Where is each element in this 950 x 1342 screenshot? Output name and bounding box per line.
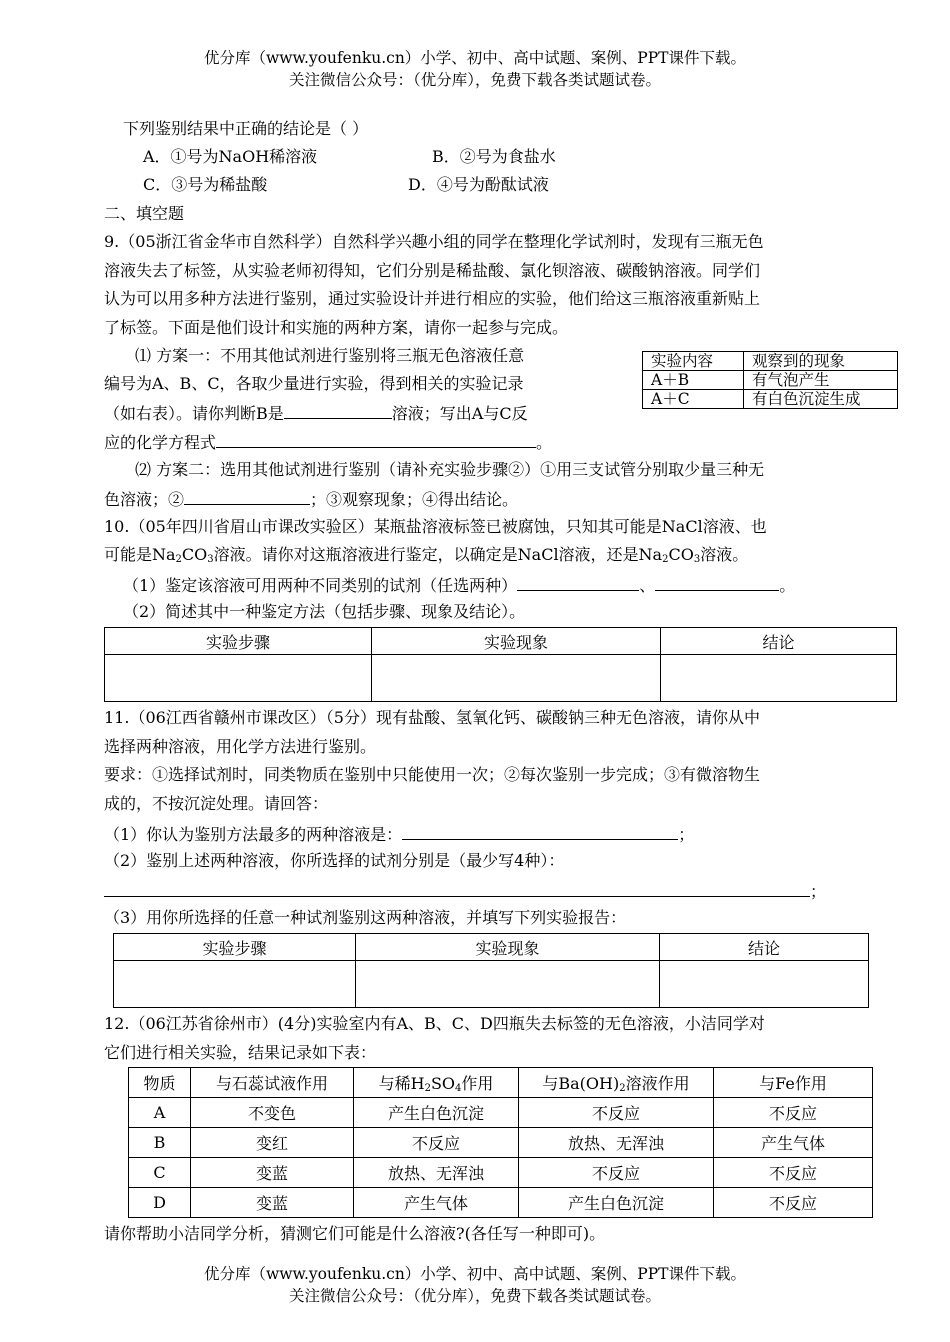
- q9-equation-end: 。: [536, 433, 553, 452]
- q12-header-h2so4: 与稀$H_2SO_4$作用: [354, 1068, 519, 1098]
- q12-line-1: 12.（06江苏省徐州市）(4分)实验室内有A、B、C、D四瓶失去标签的无色溶液，小洁同学对: [104, 1014, 765, 1033]
- q10-sub1: [123, 572, 915, 598]
- q11-sub2-end: ；: [810, 882, 827, 901]
- section-title-fill-in: 二、填空题: [104, 204, 185, 223]
- q11-sub2: （2）鉴别上述两种溶液，你所选择的试剂分别是（最少写4种）：: [104, 851, 565, 870]
- q9-line-2: 溶液失去了标签，从实验老师初得知，它们分别是稀盐酸、氯化钡溶液、碳酸钠溶液。同学们: [104, 261, 761, 280]
- q12-cell: 不反应: [714, 1158, 873, 1188]
- q9-plan1-line-1: ⑴ 方案一：不用其他试剂进行鉴别将三瓶无色溶液任意: [135, 346, 525, 365]
- q12-cell: 放热、无浑浊: [354, 1158, 519, 1188]
- q12-results-table: [128, 1067, 873, 1218]
- q9-line-4: 了标签。下面是他们设计和实施的两种方案，请你一起参与完成。: [104, 318, 569, 337]
- q8-option-b: B．②号为食盐水: [432, 147, 556, 166]
- q12-header-fe: 与Fe作用: [714, 1068, 873, 1098]
- q10-subscript: 3: [693, 554, 701, 565]
- q12-header-substance: 物质: [129, 1068, 191, 1098]
- q8-option-c: C．③号为稀盐酸: [143, 175, 268, 194]
- q9-plan1-line-3: [104, 400, 624, 426]
- q12-cell: 不反应: [714, 1188, 873, 1218]
- q12-cell: 产生气体: [354, 1188, 519, 1218]
- q8-stem: 下列鉴别结果中正确的结论是（ ）: [123, 119, 369, 138]
- q12-cell: 不变色: [191, 1098, 354, 1128]
- q11-solutions-blank[interactable]: [402, 821, 678, 840]
- q9-plan1-line-4: [104, 429, 624, 455]
- q9-plan2-text-b: ；③观察现象；④得出结论。: [310, 490, 519, 509]
- q11-sub3: （3）用你所选择的任意一种试剂鉴别这两种溶液，并填写下列实验报告：: [104, 908, 627, 927]
- q12-cell: 不反应: [714, 1098, 873, 1128]
- header-line-1: 优分库（www.youfenku.cn）小学、初中、高中试题、案例、PPT课件下载。: [203, 49, 747, 67]
- footer-line-1: 优分库（www.youfenku.cn）小学、初中、高中试题、案例、PPT课件下载。: [203, 1265, 747, 1283]
- footer-line-2: 关注微信公众号：（优分库），免费下载各类试题试卷。: [288, 1287, 661, 1305]
- q11-answer-cell-conclusion[interactable]: [660, 961, 869, 1008]
- q10-separator: 、: [639, 576, 656, 595]
- q9-plan1-text-a: （如右表）。请你判断B是: [104, 404, 284, 423]
- q10-reagent-blank-1[interactable]: [517, 572, 639, 591]
- q9-plan1-line-2: 编号为A、B、C，各取少量进行实验，得到相关的实验记录: [104, 374, 524, 393]
- q10-header-phenomenon: 实验现象: [372, 628, 661, 655]
- q11-header-conclusion: 结论: [660, 934, 869, 961]
- q8-option-a: A．①号为NaOH稀溶液: [143, 147, 318, 166]
- q11-line-1: 11.（06江西省赣州市课改区）（5分）现有盐酸、氢氧化钙、碳酸钠三种无色溶液，请你从中: [104, 708, 760, 727]
- q12-header-litmus: 与石蕊试液作用: [191, 1068, 354, 1098]
- q12-cell: 变蓝: [191, 1158, 354, 1188]
- q12-cell: 不反应: [519, 1098, 714, 1128]
- q10-answer-cell-conclusion[interactable]: [661, 655, 897, 702]
- q10-period: 。: [779, 576, 796, 595]
- q9-table-cell: A＋C: [643, 390, 744, 409]
- q11-header-step: 实验步骤: [114, 934, 356, 961]
- q11-report-table: [113, 933, 869, 1008]
- q10-text: 可能是Na: [104, 545, 176, 564]
- q11-answer-cell-step[interactable]: [114, 961, 356, 1008]
- q9-plan2-text-a: 色溶液；②: [104, 490, 185, 509]
- q11-header-phenomenon: 实验现象: [356, 934, 660, 961]
- q12-cell: 放热、无浑浊: [519, 1128, 714, 1158]
- q9-plan2-line-2: [104, 486, 896, 512]
- q10-subscript: 2: [175, 554, 182, 565]
- q12-header-baoh2: 与$Ba(OH)_2$溶液作用: [519, 1068, 714, 1098]
- q10-report-table: [104, 627, 897, 702]
- q11-line-4: 成的，不按沉淀处理。请回答：: [104, 794, 329, 813]
- q10-answer-cell-phenomenon[interactable]: [372, 655, 661, 702]
- q9-equation-label: 应的化学方程式: [104, 433, 217, 452]
- q10-text: 溶液。请你对这瓶溶液进行鉴定，以确定是NaCl溶液，还是Na: [213, 545, 663, 564]
- q10-subscript: 3: [207, 554, 214, 565]
- q10-line-1: 10.（05年四川省眉山市课改实验区）某瓶盐溶液标签已被腐蚀，只知其可能是NaCl溶液、也: [104, 517, 767, 536]
- q12-cell: 变红: [191, 1128, 354, 1158]
- q11-sub1-text: （1）你认为鉴别方法最多的两种溶液是：: [104, 825, 403, 844]
- q12-closing: 请你帮助小洁同学分析，猜测它们可能是什么溶液?(各任写一种即可)。: [104, 1224, 606, 1243]
- q8-option-d: D．④号为酚酞试液: [408, 175, 549, 194]
- q10-header-conclusion: 结论: [661, 628, 897, 655]
- q9-record-table: [642, 351, 898, 409]
- q12-cell: 产生白色沉淀: [519, 1188, 714, 1218]
- q11-answer-cell-phenomenon[interactable]: [356, 961, 660, 1008]
- q10-sub2: （2）简述其中一种鉴定方法（包括步骤、现象及结论）。: [123, 602, 526, 621]
- q12-cell: C: [129, 1158, 191, 1188]
- q12-cell: 不反应: [519, 1158, 714, 1188]
- q11-reagents-blank[interactable]: [104, 878, 810, 897]
- q9-plan2-line-1: ⑵ 方案二：选用其他试剂进行鉴别（请补充实验步骤②）①用三支试管分别取少量三种无: [135, 460, 765, 479]
- q10-answer-cell-step[interactable]: [105, 655, 372, 702]
- q12-cell: 变蓝: [191, 1188, 354, 1218]
- q9-table-cell: 有白色沉淀生成: [744, 390, 898, 409]
- q12-cell: 产生气体: [714, 1128, 873, 1158]
- q10-text: CO: [181, 545, 208, 564]
- q11-sub1: [104, 821, 896, 847]
- q9-line-3: 认为可以用多种方法进行鉴别，通过实验设计并进行相应的实验，他们给这三瓶溶液重新贴上: [104, 289, 761, 308]
- q9-plan1-text-b: 溶液；写出A与C反: [391, 404, 528, 423]
- q9-answer-blank-b[interactable]: [284, 400, 392, 419]
- q11-line-3: 要求：①选择试剂时，同类物质在鉴别中只能使用一次；②每次鉴别一步完成；③有微溶物生: [104, 765, 761, 784]
- q9-equation-blank[interactable]: [216, 429, 536, 448]
- q9-table-cell: 有气泡产生: [744, 371, 898, 390]
- q11-line-2: 选择两种溶液，用化学方法进行鉴别。: [104, 737, 377, 756]
- q9-table-header-content: 实验内容: [643, 352, 744, 371]
- header-line-2: 关注微信公众号：（优分库），免费下载各类试题试卷。: [288, 71, 661, 89]
- q9-table-header-phenomenon: 观察到的现象: [744, 352, 898, 371]
- q12-cell: A: [129, 1098, 191, 1128]
- q12-cell: 产生白色沉淀: [354, 1098, 519, 1128]
- q9-line-1: 9.（05浙江省金华市自然科学）自然科学兴趣小组的同学在整理化学试剂时，发现有三瓶无色: [104, 232, 764, 251]
- q10-subscript: 2: [662, 554, 669, 565]
- q12-line-2: 它们进行相关实验，结果记录如下表：: [104, 1043, 377, 1062]
- q11-sub2-answer-line: [104, 878, 896, 904]
- q12-cell: 不反应: [354, 1128, 519, 1158]
- q11-sub1-end: ；: [678, 825, 695, 844]
- q12-cell: B: [129, 1128, 191, 1158]
- q12-cell: D: [129, 1188, 191, 1218]
- q10-text: 溶液。: [700, 545, 749, 564]
- q10-line-2: [104, 543, 896, 572]
- q10-header-step: 实验步骤: [105, 628, 372, 655]
- q9-table-cell: A＋B: [643, 371, 744, 390]
- q10-text: CO: [668, 545, 694, 564]
- q10-reagent-blank-2[interactable]: [655, 572, 779, 591]
- q10-sub1-text: （1）鉴定该溶液可用两种不同类别的试剂（任选两种）: [123, 576, 518, 595]
- q9-step2-blank[interactable]: [184, 486, 310, 505]
